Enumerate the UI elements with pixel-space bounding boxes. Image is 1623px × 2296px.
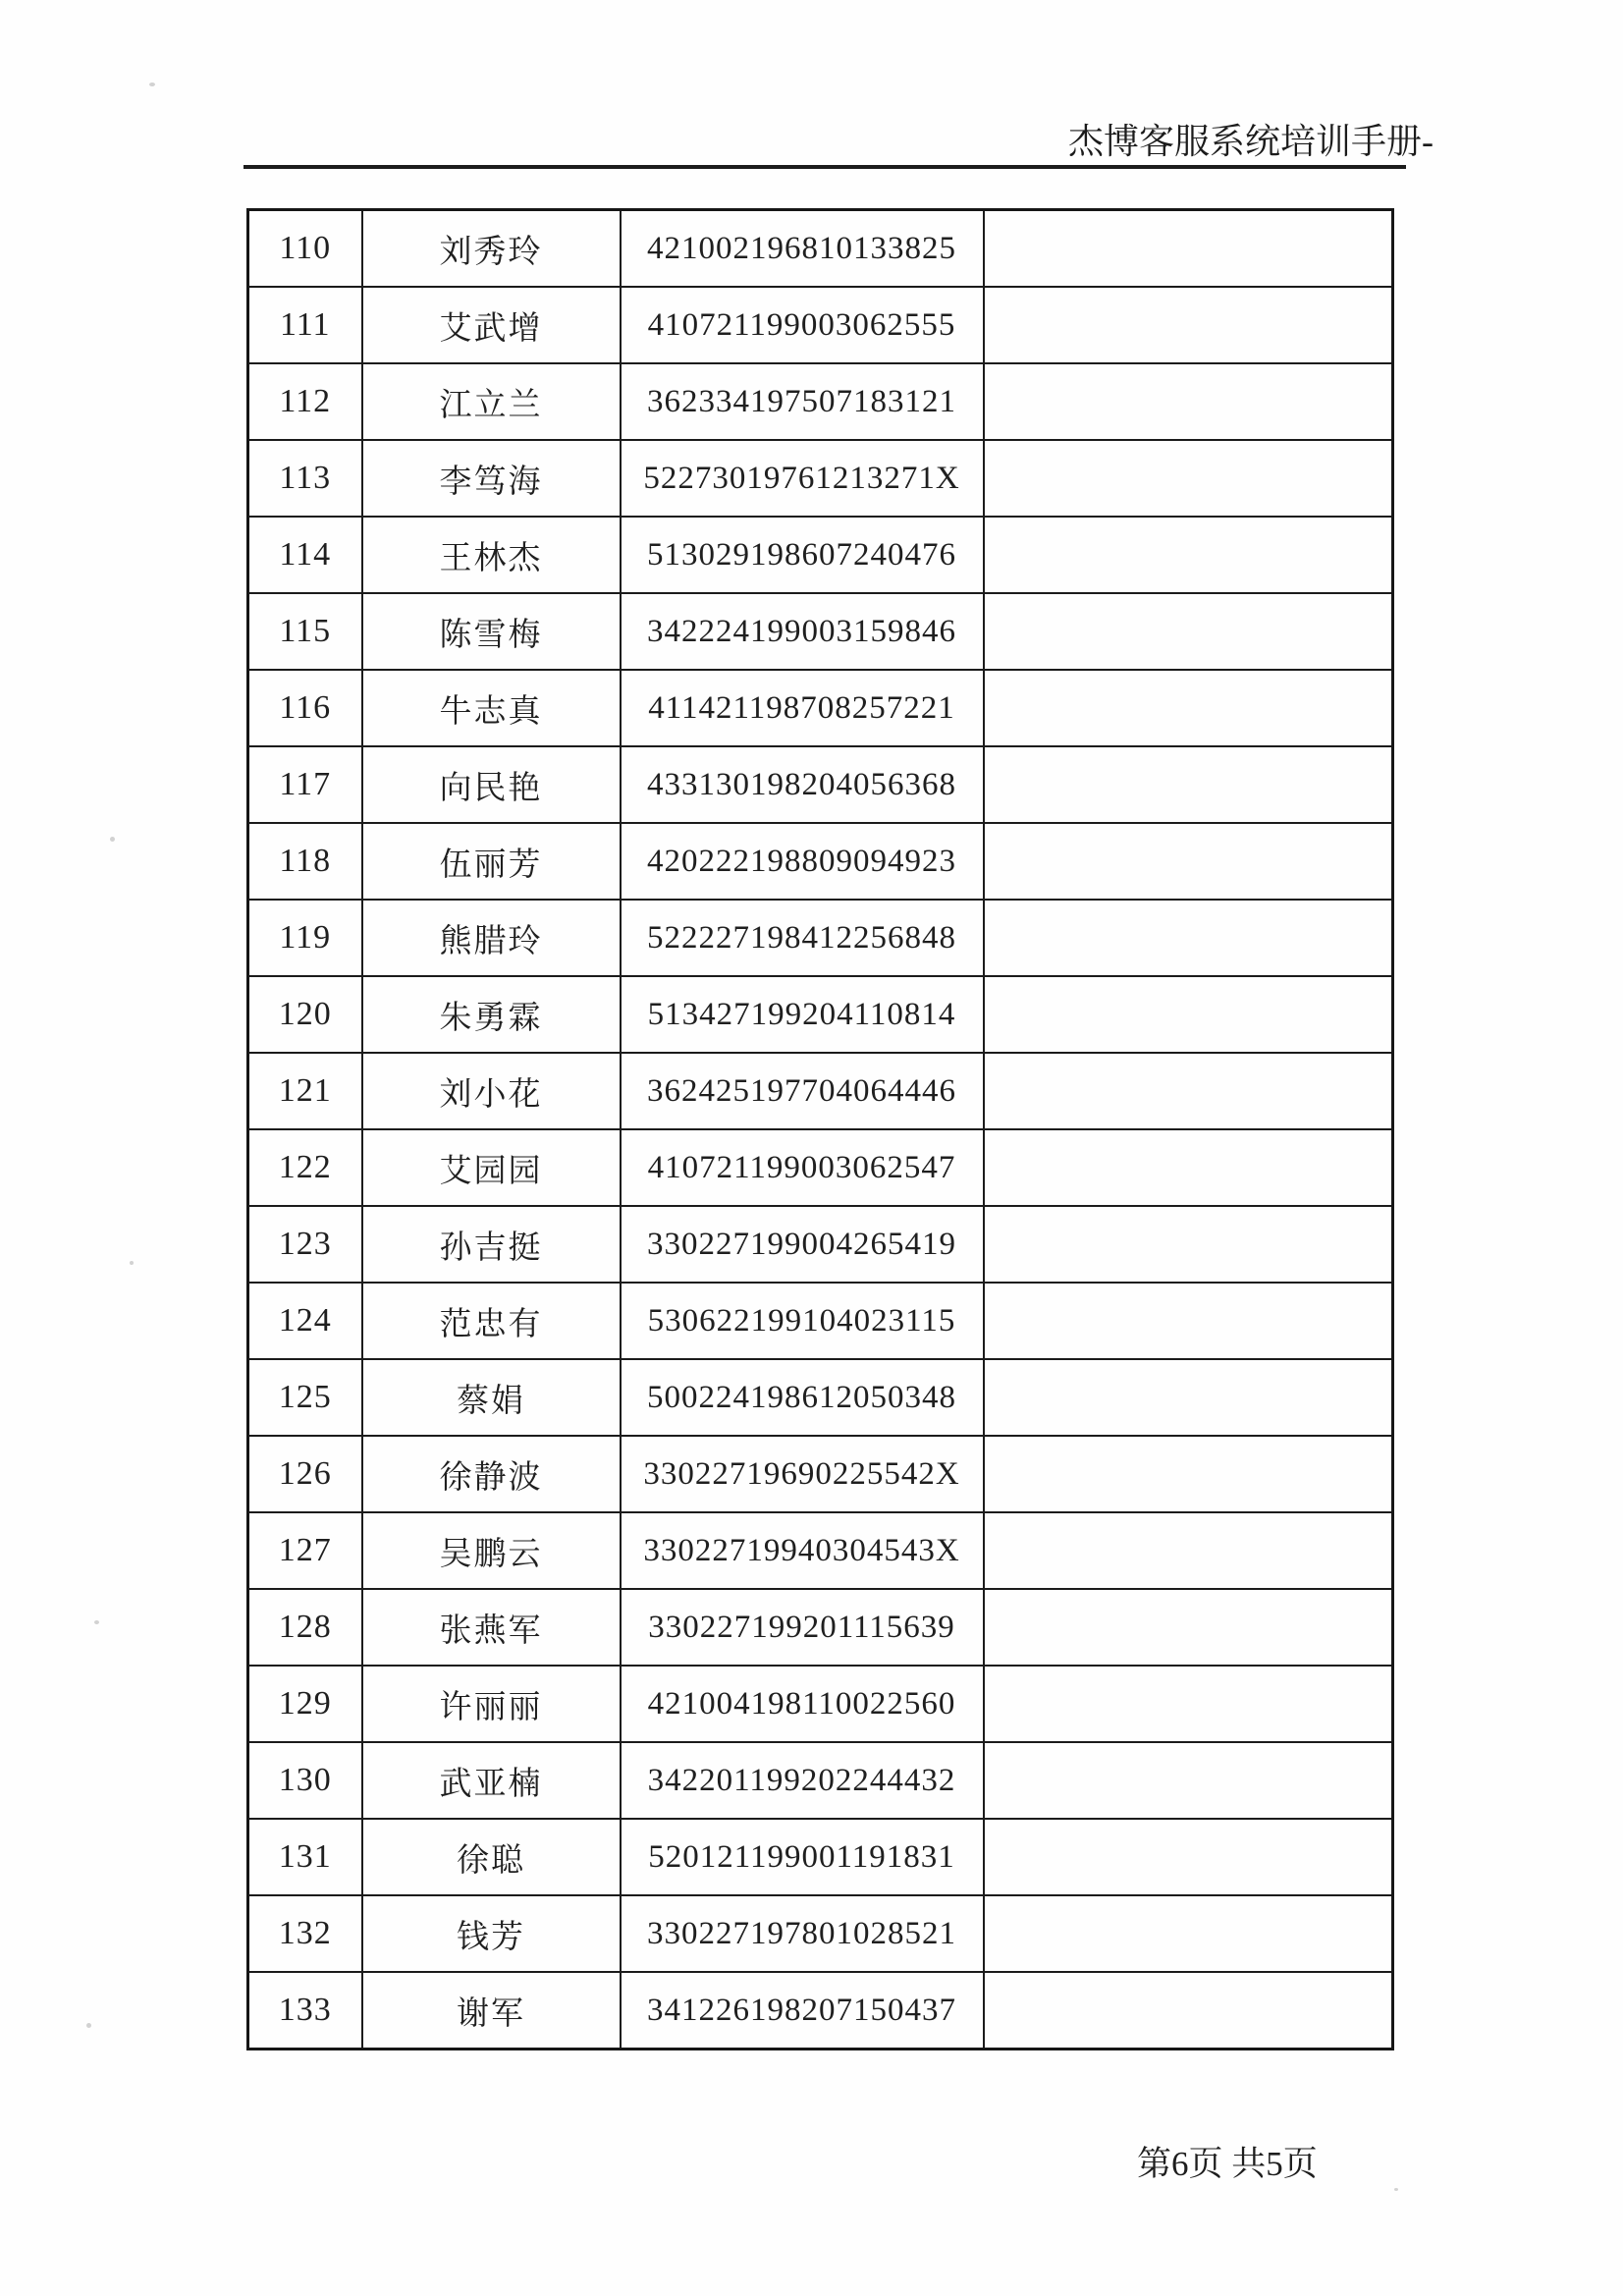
- name-cell: 牛志真: [362, 670, 621, 746]
- name-cell: 吴鹏云: [362, 1512, 621, 1589]
- table-row: [248, 1972, 1393, 2050]
- empty-cell: [984, 287, 1393, 363]
- id-number-cell: 421002196810133825: [621, 210, 984, 288]
- id-number-cell: 342201199202244432: [621, 1742, 984, 1819]
- id-number-cell: 33022719940304543X: [621, 1512, 984, 1589]
- row-number-cell: 121: [248, 1053, 362, 1129]
- empty-cell: [984, 517, 1393, 593]
- row-number-cell: 115: [248, 593, 362, 670]
- id-number-cell: 341226198207150437: [621, 1972, 984, 2050]
- empty-cell: [984, 1742, 1393, 1819]
- id-number-cell: 410721199003062547: [621, 1129, 984, 1206]
- page-number: 第6页 共5页: [1137, 2145, 1318, 2183]
- row-number-cell: 117: [248, 746, 362, 823]
- name-cell: 向民艳: [362, 746, 621, 823]
- table-row: [248, 1283, 1393, 1359]
- id-number-cell: 420222198809094923: [621, 823, 984, 900]
- row-number-cell: 112: [248, 363, 362, 440]
- empty-cell: [984, 1283, 1393, 1359]
- name-cell: 熊腊玲: [362, 900, 621, 976]
- name-cell: 王林杰: [362, 517, 621, 593]
- table-row: [248, 1819, 1393, 1895]
- table-row: [248, 1206, 1393, 1283]
- id-number-cell: 513427199204110814: [621, 976, 984, 1053]
- empty-cell: [984, 1819, 1393, 1895]
- name-cell: 伍丽芳: [362, 823, 621, 900]
- table-row: [248, 593, 1393, 670]
- id-number-cell: 513029198607240476: [621, 517, 984, 593]
- row-number-cell: 111: [248, 287, 362, 363]
- id-number-cell: 530622199104023115: [621, 1283, 984, 1359]
- header-rule: [243, 165, 1406, 169]
- name-cell: 徐聪: [362, 1819, 621, 1895]
- name-cell: 蔡娟: [362, 1359, 621, 1436]
- name-cell: 江立兰: [362, 363, 621, 440]
- row-number-cell: 123: [248, 1206, 362, 1283]
- name-cell: 武亚楠: [362, 1742, 621, 1819]
- table-row: [248, 440, 1393, 517]
- row-number-cell: 126: [248, 1436, 362, 1512]
- empty-cell: [984, 1359, 1393, 1436]
- scan-speck: [149, 82, 155, 86]
- row-number-cell: 116: [248, 670, 362, 746]
- empty-cell: [984, 976, 1393, 1053]
- name-cell: 钱芳: [362, 1895, 621, 1972]
- empty-cell: [984, 363, 1393, 440]
- id-number-cell: 342224199003159846: [621, 593, 984, 670]
- header-title: 杰博客服系统培训手册-: [1068, 122, 1434, 161]
- id-number-cell: 52273019761213271X: [621, 440, 984, 517]
- table-row: [248, 670, 1393, 746]
- empty-cell: [984, 1666, 1393, 1742]
- row-number-cell: 118: [248, 823, 362, 900]
- table-row: [248, 287, 1393, 363]
- name-cell: 许丽丽: [362, 1666, 621, 1742]
- scan-speck: [130, 1261, 134, 1265]
- row-number-cell: 114: [248, 517, 362, 593]
- row-number-cell: 127: [248, 1512, 362, 1589]
- name-cell: 刘小花: [362, 1053, 621, 1129]
- name-cell: 艾园园: [362, 1129, 621, 1206]
- table-row: [248, 1436, 1393, 1512]
- id-number-cell: 330227197801028521: [621, 1895, 984, 1972]
- name-cell: 谢军: [362, 1972, 621, 2050]
- scan-speck: [1394, 2188, 1398, 2191]
- id-number-cell: 421004198110022560: [621, 1666, 984, 1742]
- roster-table: [246, 208, 1394, 2050]
- table-row: [248, 900, 1393, 976]
- empty-cell: [984, 440, 1393, 517]
- row-number-cell: 122: [248, 1129, 362, 1206]
- name-cell: 艾武增: [362, 287, 621, 363]
- row-number-cell: 130: [248, 1742, 362, 1819]
- row-number-cell: 133: [248, 1972, 362, 2050]
- id-number-cell: 33022719690225542X: [621, 1436, 984, 1512]
- empty-cell: [984, 1206, 1393, 1283]
- row-number-cell: 132: [248, 1895, 362, 1972]
- row-number-cell: 131: [248, 1819, 362, 1895]
- row-number-cell: 119: [248, 900, 362, 976]
- empty-cell: [984, 1053, 1393, 1129]
- id-number-cell: 520121199001191831: [621, 1819, 984, 1895]
- table-row: [248, 1129, 1393, 1206]
- table-row: [248, 1359, 1393, 1436]
- table-row: [248, 1895, 1393, 1972]
- empty-cell: [984, 210, 1393, 288]
- id-number-cell: 500224198612050348: [621, 1359, 984, 1436]
- empty-cell: [984, 670, 1393, 746]
- empty-cell: [984, 593, 1393, 670]
- id-number-cell: 362425197704064446: [621, 1053, 984, 1129]
- empty-cell: [984, 1129, 1393, 1206]
- table-row: [248, 746, 1393, 823]
- table-row: [248, 1742, 1393, 1819]
- empty-cell: [984, 1895, 1393, 1972]
- scan-speck: [110, 837, 115, 842]
- table-row: [248, 976, 1393, 1053]
- table-row: [248, 363, 1393, 440]
- table-row: [248, 517, 1393, 593]
- name-cell: 陈雪梅: [362, 593, 621, 670]
- row-number-cell: 129: [248, 1666, 362, 1742]
- empty-cell: [984, 1512, 1393, 1589]
- table-row: [248, 823, 1393, 900]
- id-number-cell: 330227199201115639: [621, 1589, 984, 1666]
- row-number-cell: 128: [248, 1589, 362, 1666]
- row-number-cell: 110: [248, 210, 362, 288]
- name-cell: 徐静波: [362, 1436, 621, 1512]
- id-number-cell: 362334197507183121: [621, 363, 984, 440]
- empty-cell: [984, 746, 1393, 823]
- empty-cell: [984, 1972, 1393, 2050]
- name-cell: 张燕军: [362, 1589, 621, 1666]
- table-row: [248, 1512, 1393, 1589]
- id-number-cell: 433130198204056368: [621, 746, 984, 823]
- scan-speck: [86, 2023, 91, 2028]
- name-cell: 李笃海: [362, 440, 621, 517]
- empty-cell: [984, 1589, 1393, 1666]
- id-number-cell: 522227198412256848: [621, 900, 984, 976]
- name-cell: 范忠有: [362, 1283, 621, 1359]
- table-row: [248, 1053, 1393, 1129]
- table-row: [248, 1666, 1393, 1742]
- row-number-cell: 120: [248, 976, 362, 1053]
- table-row: [248, 1589, 1393, 1666]
- roster-table-body: [248, 210, 1393, 2050]
- table-row: [248, 210, 1393, 288]
- row-number-cell: 124: [248, 1283, 362, 1359]
- id-number-cell: 330227199004265419: [621, 1206, 984, 1283]
- empty-cell: [984, 1436, 1393, 1512]
- row-number-cell: 125: [248, 1359, 362, 1436]
- name-cell: 朱勇霖: [362, 976, 621, 1053]
- id-number-cell: 411421198708257221: [621, 670, 984, 746]
- id-number-cell: 410721199003062555: [621, 287, 984, 363]
- name-cell: 孙吉挺: [362, 1206, 621, 1283]
- row-number-cell: 113: [248, 440, 362, 517]
- scan-speck: [94, 1620, 99, 1624]
- empty-cell: [984, 823, 1393, 900]
- name-cell: 刘秀玲: [362, 210, 621, 288]
- empty-cell: [984, 900, 1393, 976]
